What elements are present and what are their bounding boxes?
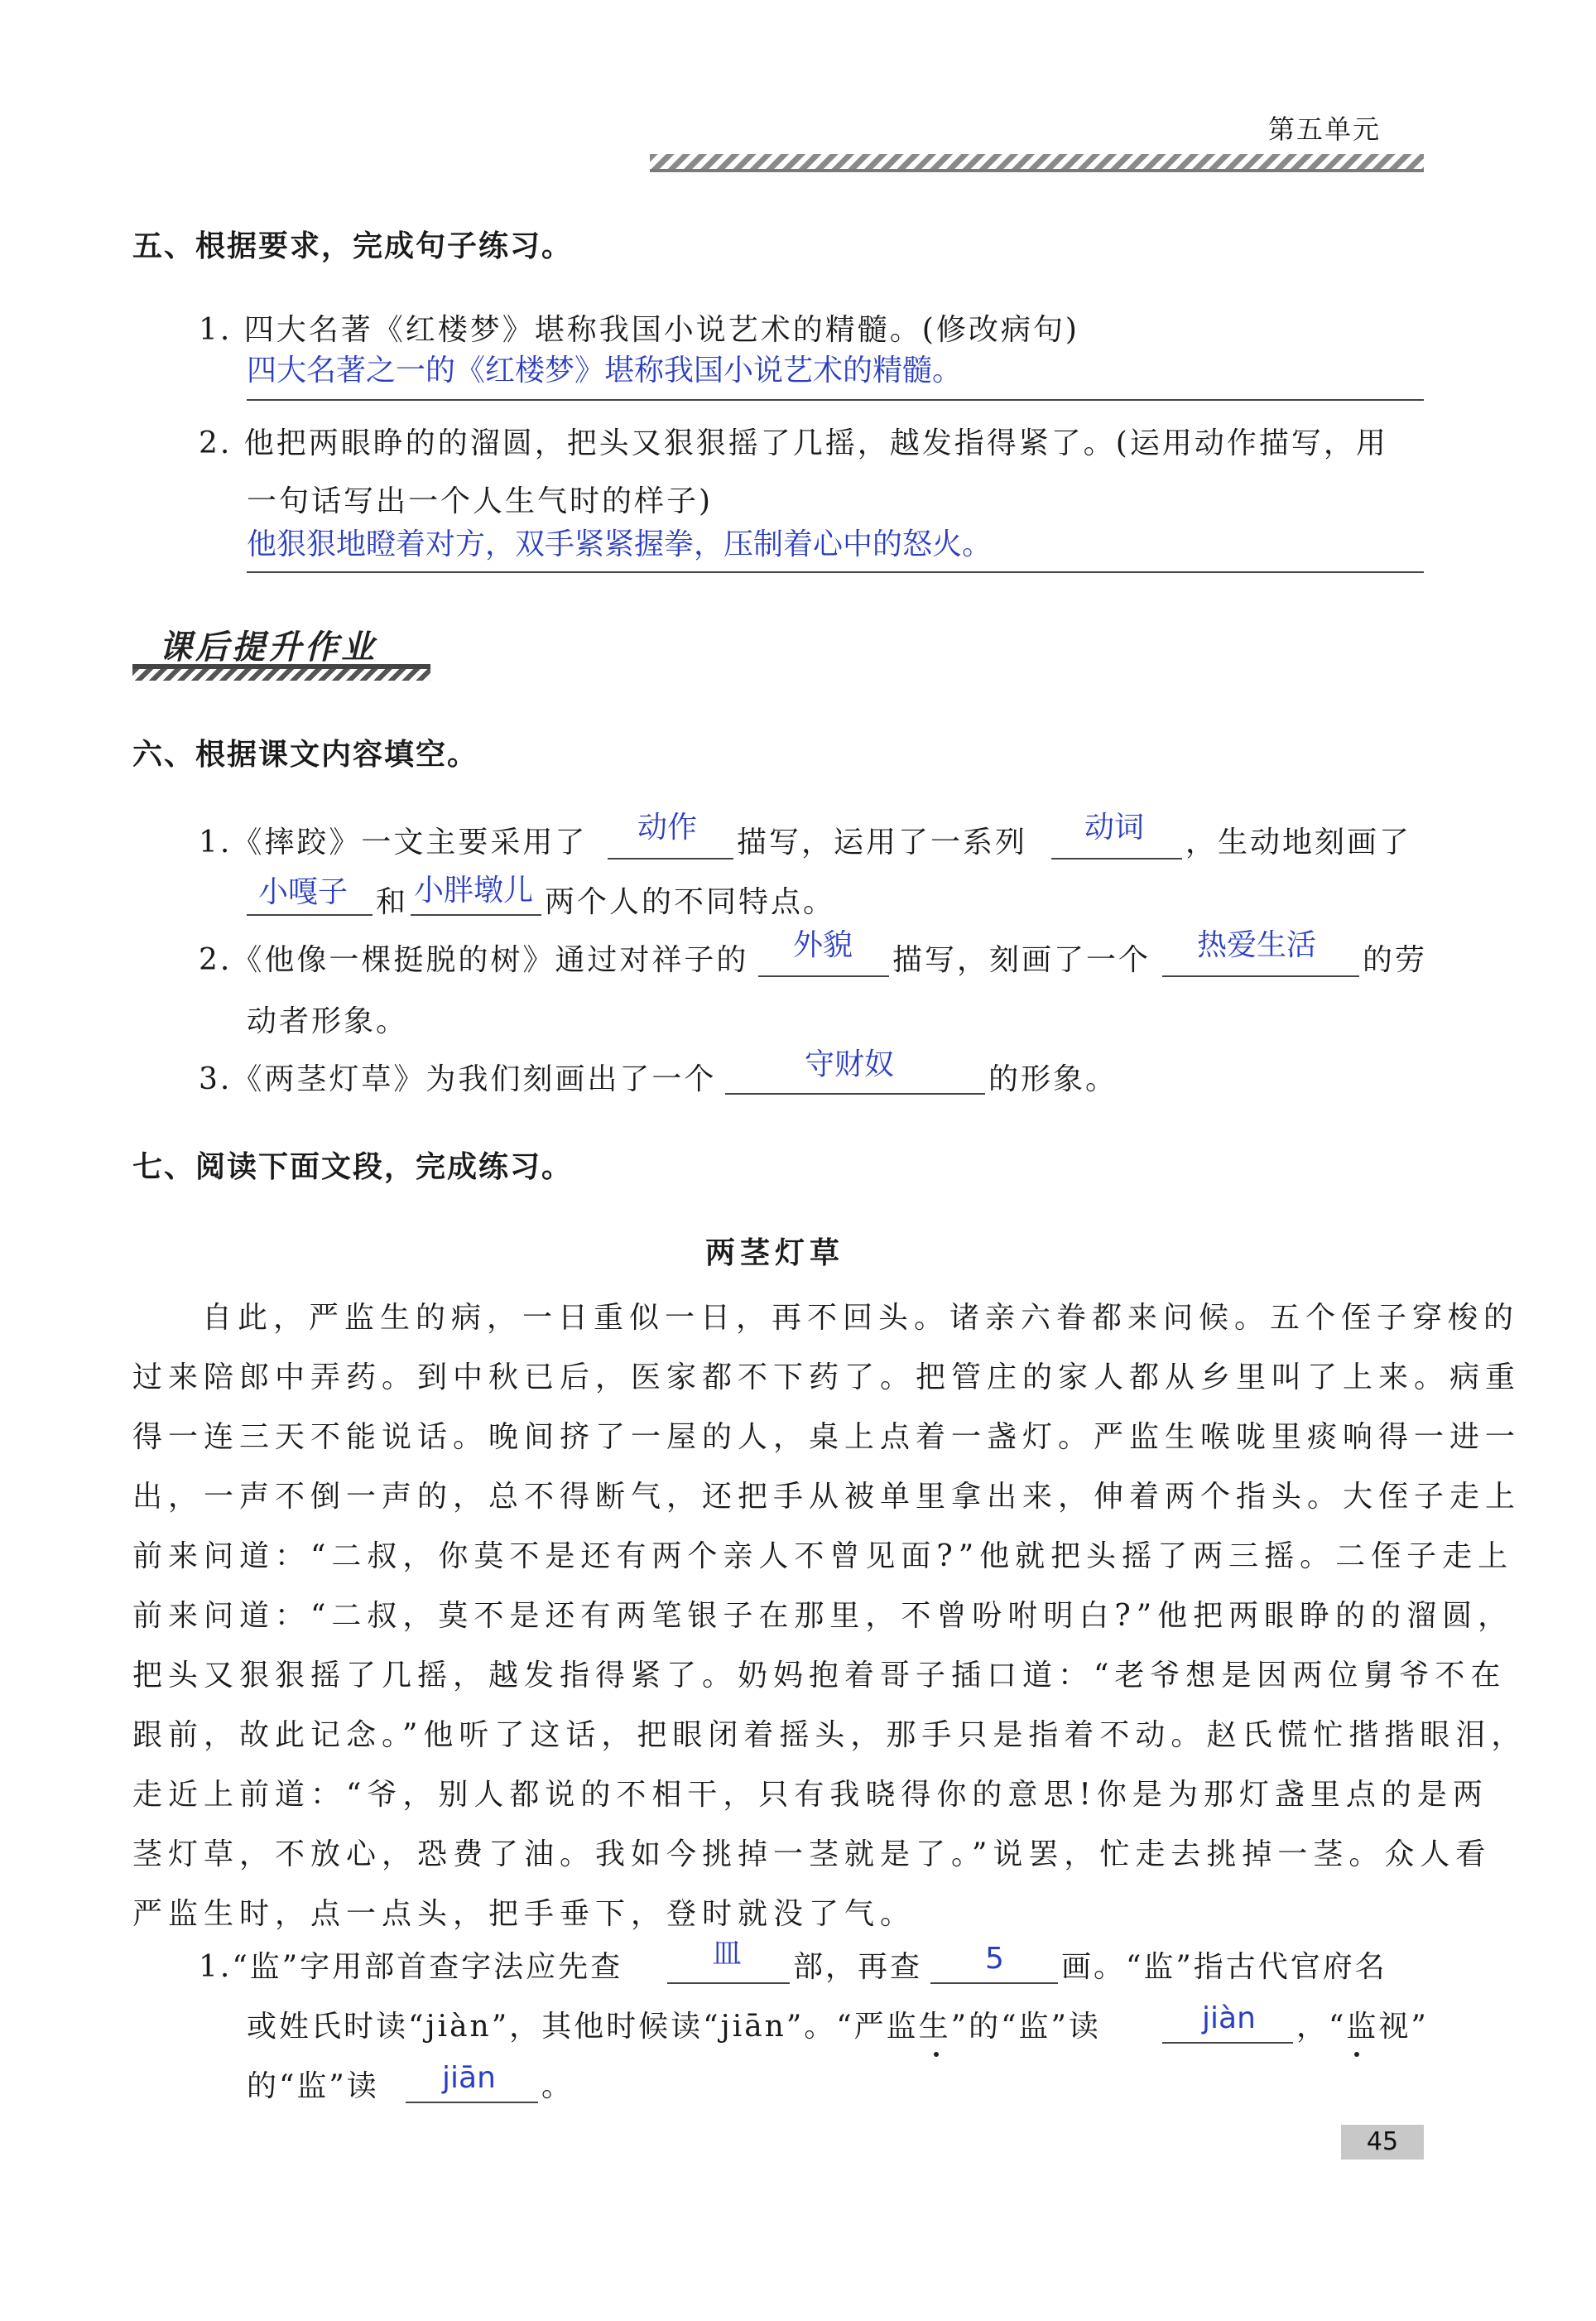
passage-body: [132, 1288, 1527, 1944]
s6-q1-ans2: 动词: [1084, 811, 1145, 845]
passage-line: 前来问道：“二叔，你莫不是还有两个亲人不曾见面?”他就把头摇了两三摇。二侄子走上: [132, 1539, 1514, 1573]
section-5-title: 五、根据要求，完成句子练习。: [132, 229, 574, 263]
s7-q1-part2: 部，再查: [793, 1950, 923, 1984]
page-number: 45: [1341, 2125, 1424, 2160]
s5-q1-answer-line: [247, 399, 1424, 401]
unit-label: 第五单元: [1268, 113, 1382, 145]
section-7-title: 七、阅读下面文段，完成练习。: [132, 1150, 574, 1184]
passage-line: 前来问道：“二叔，莫不是还有两笔银子在那里，不曾吩咐明白?”他把两眼睁的的溜圆，: [132, 1599, 1514, 1633]
s6-q2-blank2: [1162, 975, 1359, 977]
passage-line: 出，一声不倒一声的，总不得断气，还把手从被单里拿出来，伸着两个指头。大侄子走上: [132, 1480, 1521, 1514]
passage-line: 跟前，故此记念。”他听了这话，把眼闭着摇头，那手只是指着不动。赵氏慌忙揩揩眼泪，: [132, 1718, 1527, 1752]
emphasis-dot: [1354, 2052, 1359, 2057]
emphasis-dot: [934, 2052, 939, 2057]
s7-q1-blank1: [667, 1982, 790, 1984]
s7-q1-part3: 画。“监”指古代官府名: [1061, 1950, 1387, 1984]
s7-q1-part1: 1.“监”字用部首查字法应先查: [199, 1950, 623, 1984]
s6-q1-blank4: [411, 914, 541, 916]
passage-line: 严监生时，点一点头，把手垂下，登时就没了气。: [132, 1897, 916, 1931]
s7-q1-blank2: [930, 1982, 1058, 1984]
s6-q3-ans1: 守财奴: [805, 1047, 895, 1081]
s7-q1-ans3: jiàn: [1202, 2001, 1256, 2035]
s6-q1-ans3: 小嘎子: [258, 875, 349, 909]
s6-q1-blank2: [1051, 858, 1182, 860]
s5-q2-answer-line: [247, 571, 1424, 573]
passage-line: 过来陪郎中弄药。到中秋已后，医家都不下药了。把管庄的家人都从乡里叫了上来。病重: [132, 1360, 1521, 1394]
s7-q1-blank4: [406, 2102, 538, 2103]
s6-q2-part1: 2.《他像一棵挺脱的树》通过对祥子的: [199, 943, 749, 977]
s6-q1-blank3: [247, 914, 373, 916]
passage-line: 走近上前道：“爷，别人都说的不相干，只有我晓得你的意思!你是为那灯盏里点的是两: [132, 1778, 1488, 1812]
s6-q1-ans4: 小胖墩儿: [414, 874, 534, 908]
s6-q1-part3: ，生动地刻画了: [1185, 826, 1412, 860]
passage-line: 自此，严监生的病，一日重似一日，再不回头。诸亲六眷都来问候。五个侄子穿梭的: [202, 1301, 1520, 1335]
s5-q2-answer: 他狠狠地瞪着对方，双手紧紧握拳，压制着心中的怒火。: [247, 527, 993, 561]
s5-q1-text: 1. 四大名著《红楼梦》堪称我国小说艺术的精髓。(修改病句): [199, 313, 1079, 347]
passage-line: 把头又狠狠摇了几摇，越发指得紧了。奶妈抱着哥子插口道：“老爷想是因两位舅爷不在: [132, 1659, 1507, 1693]
s6-q1-part2: 描写，运用了一系列: [737, 826, 1028, 860]
s6-q2-blank1: [758, 975, 889, 977]
s6-q3-part2: 的形象。: [988, 1062, 1118, 1096]
s6-q1-ans1: 动作: [637, 811, 698, 845]
s6-q2-part3: 的劳: [1363, 943, 1428, 977]
passage-title: 两茎灯草: [705, 1236, 845, 1270]
s6-q1-blank1: [608, 858, 733, 860]
s7-q1-ans2: 5: [985, 1942, 1004, 1976]
s7-q1-line3-part1: 的“监”读: [247, 2069, 379, 2103]
s6-q1-part1: 1.《摔跤》一文主要采用了: [199, 826, 588, 860]
passage-line: 得一连三天不能说话。晚间挤了一屋的人，桌上点着一盏灯。严监生喉咙里痰响得一进一: [132, 1420, 1521, 1454]
s7-q1-blank3: [1162, 2042, 1293, 2044]
s6-q2-part4: 动者形象。: [247, 1004, 409, 1038]
s6-q1-part5: 两个人的不同特点。: [545, 885, 836, 919]
s6-q1-part4: 和: [376, 885, 409, 919]
s6-q2-ans2: 热爱生活: [1197, 928, 1317, 962]
header-stripe-bar: [650, 154, 1424, 172]
s7-q1-ans4: jiān: [442, 2061, 496, 2095]
banner-title: 课后提升作业: [159, 628, 377, 667]
s6-q2-ans1: 外貌: [793, 928, 853, 962]
passage-line: 茎灯草，不放心，恐费了油。我如今挑掉一茎就是了。”说罢，忙走去挑掉一茎。众人看: [132, 1837, 1492, 1871]
s6-q2-part2: 描写，刻画了一个: [892, 943, 1151, 977]
s6-q3-part1: 3.《两茎灯草》为我们刻画出了一个: [199, 1062, 717, 1096]
s7-q1-line2-part2: ，“监视”: [1296, 2010, 1429, 2044]
s7-q1-ans1: 皿: [712, 1937, 743, 1971]
s5-q2-line2: 一句话写出一个人生气时的样子): [247, 484, 714, 518]
s5-q1-answer: 四大名著之一的《红楼梦》堪称我国小说艺术的精髓。: [247, 354, 963, 388]
s6-q3-blank1: [725, 1093, 985, 1095]
section-6-title: 六、根据课文内容填空。: [132, 738, 479, 772]
s7-q1-line2-part1: 或姓氏时读“jiàn”，其他时候读“jiān”。“严监生”的“监”读: [247, 2010, 1101, 2044]
s5-q2-line1: 2. 他把两眼睁的的溜圆，把头又狠狠摇了几摇，越发指得紧了。(运用动作描写，用: [199, 426, 1388, 460]
s7-q1-line3-part2: 。: [541, 2069, 574, 2103]
